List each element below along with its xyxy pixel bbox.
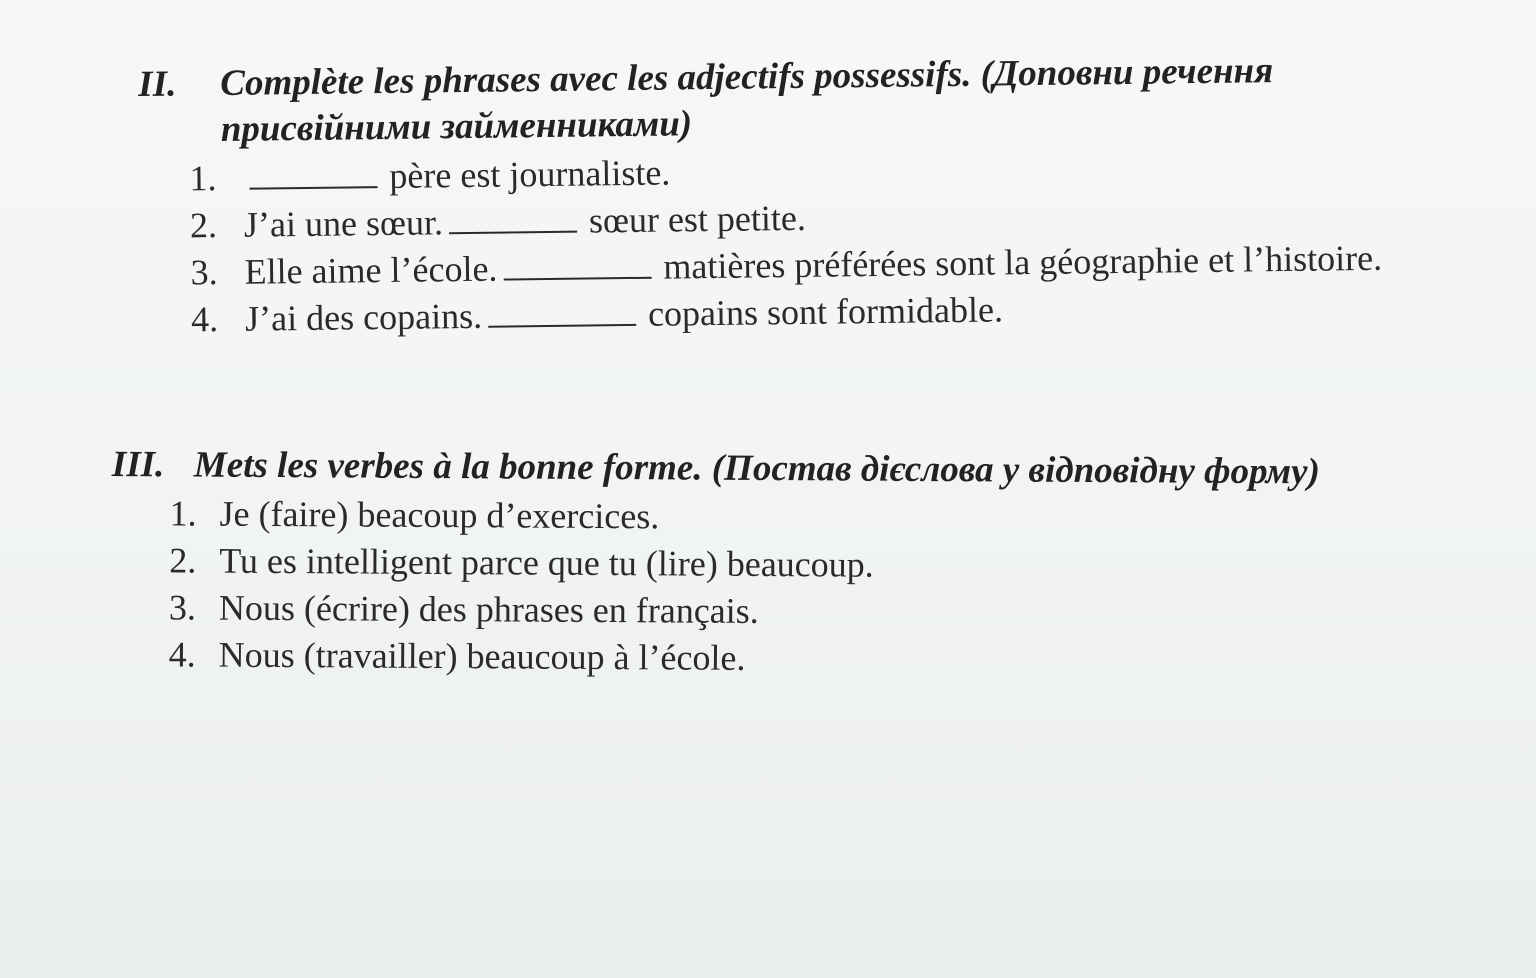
item-text: Nous (travailler) beaucoup à l’école. bbox=[218, 634, 746, 678]
exercise-2-numeral: II. bbox=[138, 63, 177, 105]
item-text: Tu es intelligent parce que tu (lire) beaucoup. bbox=[219, 540, 874, 585]
item-text-after: sœur est petite. bbox=[588, 197, 807, 241]
item-text: Nous (écrire) des phrases en français. bbox=[218, 587, 759, 631]
item-text: Je (faire) beacoup d’exercices. bbox=[219, 493, 660, 537]
item-number: 4. bbox=[190, 299, 219, 340]
item-text-before: Elle aime l’école. bbox=[244, 248, 498, 292]
item-text-after: matières préférées sont la géographie et l’histoire. bbox=[663, 237, 1383, 287]
exercise-2-heading bbox=[138, 46, 1439, 154]
exercise-2 bbox=[138, 46, 1441, 344]
exercise-3 bbox=[111, 442, 1412, 686]
item-text-before: J’ai une sœur. bbox=[243, 202, 444, 245]
exercise-3-title: Mets les verbes à la bonne forme. (Постав дієслова у відповідну форму) bbox=[193, 444, 1320, 493]
item-number: 4. bbox=[168, 634, 196, 675]
list-item bbox=[111, 537, 1411, 592]
blank-line bbox=[488, 298, 636, 328]
list-item bbox=[111, 584, 1411, 639]
exercise-2-title: Complète les phrases avec les adjectifs possessifs. (Доповни речення присвійними займенниками) bbox=[220, 50, 1274, 150]
item-text-before: J’ai des copains. bbox=[244, 295, 483, 339]
item-text-after: père est journaliste. bbox=[389, 152, 671, 196]
exercise-3-heading bbox=[112, 442, 1412, 496]
blank-line bbox=[449, 205, 577, 235]
item-number: 1. bbox=[169, 493, 197, 534]
list-item bbox=[111, 631, 1411, 686]
exercise-3-numeral: III. bbox=[111, 443, 165, 486]
exercise-2-list bbox=[139, 140, 1441, 344]
blank-line bbox=[249, 160, 377, 190]
item-number: 2. bbox=[189, 205, 218, 246]
item-number: 2. bbox=[169, 540, 197, 581]
item-number: 3. bbox=[168, 587, 197, 628]
item-number: 3. bbox=[190, 252, 218, 293]
item-text-after: copains sont formidable. bbox=[647, 289, 1004, 334]
list-item bbox=[111, 490, 1411, 545]
blank-line bbox=[503, 251, 651, 281]
item-number: 1. bbox=[189, 158, 217, 199]
exercise-3-list bbox=[111, 490, 1412, 686]
